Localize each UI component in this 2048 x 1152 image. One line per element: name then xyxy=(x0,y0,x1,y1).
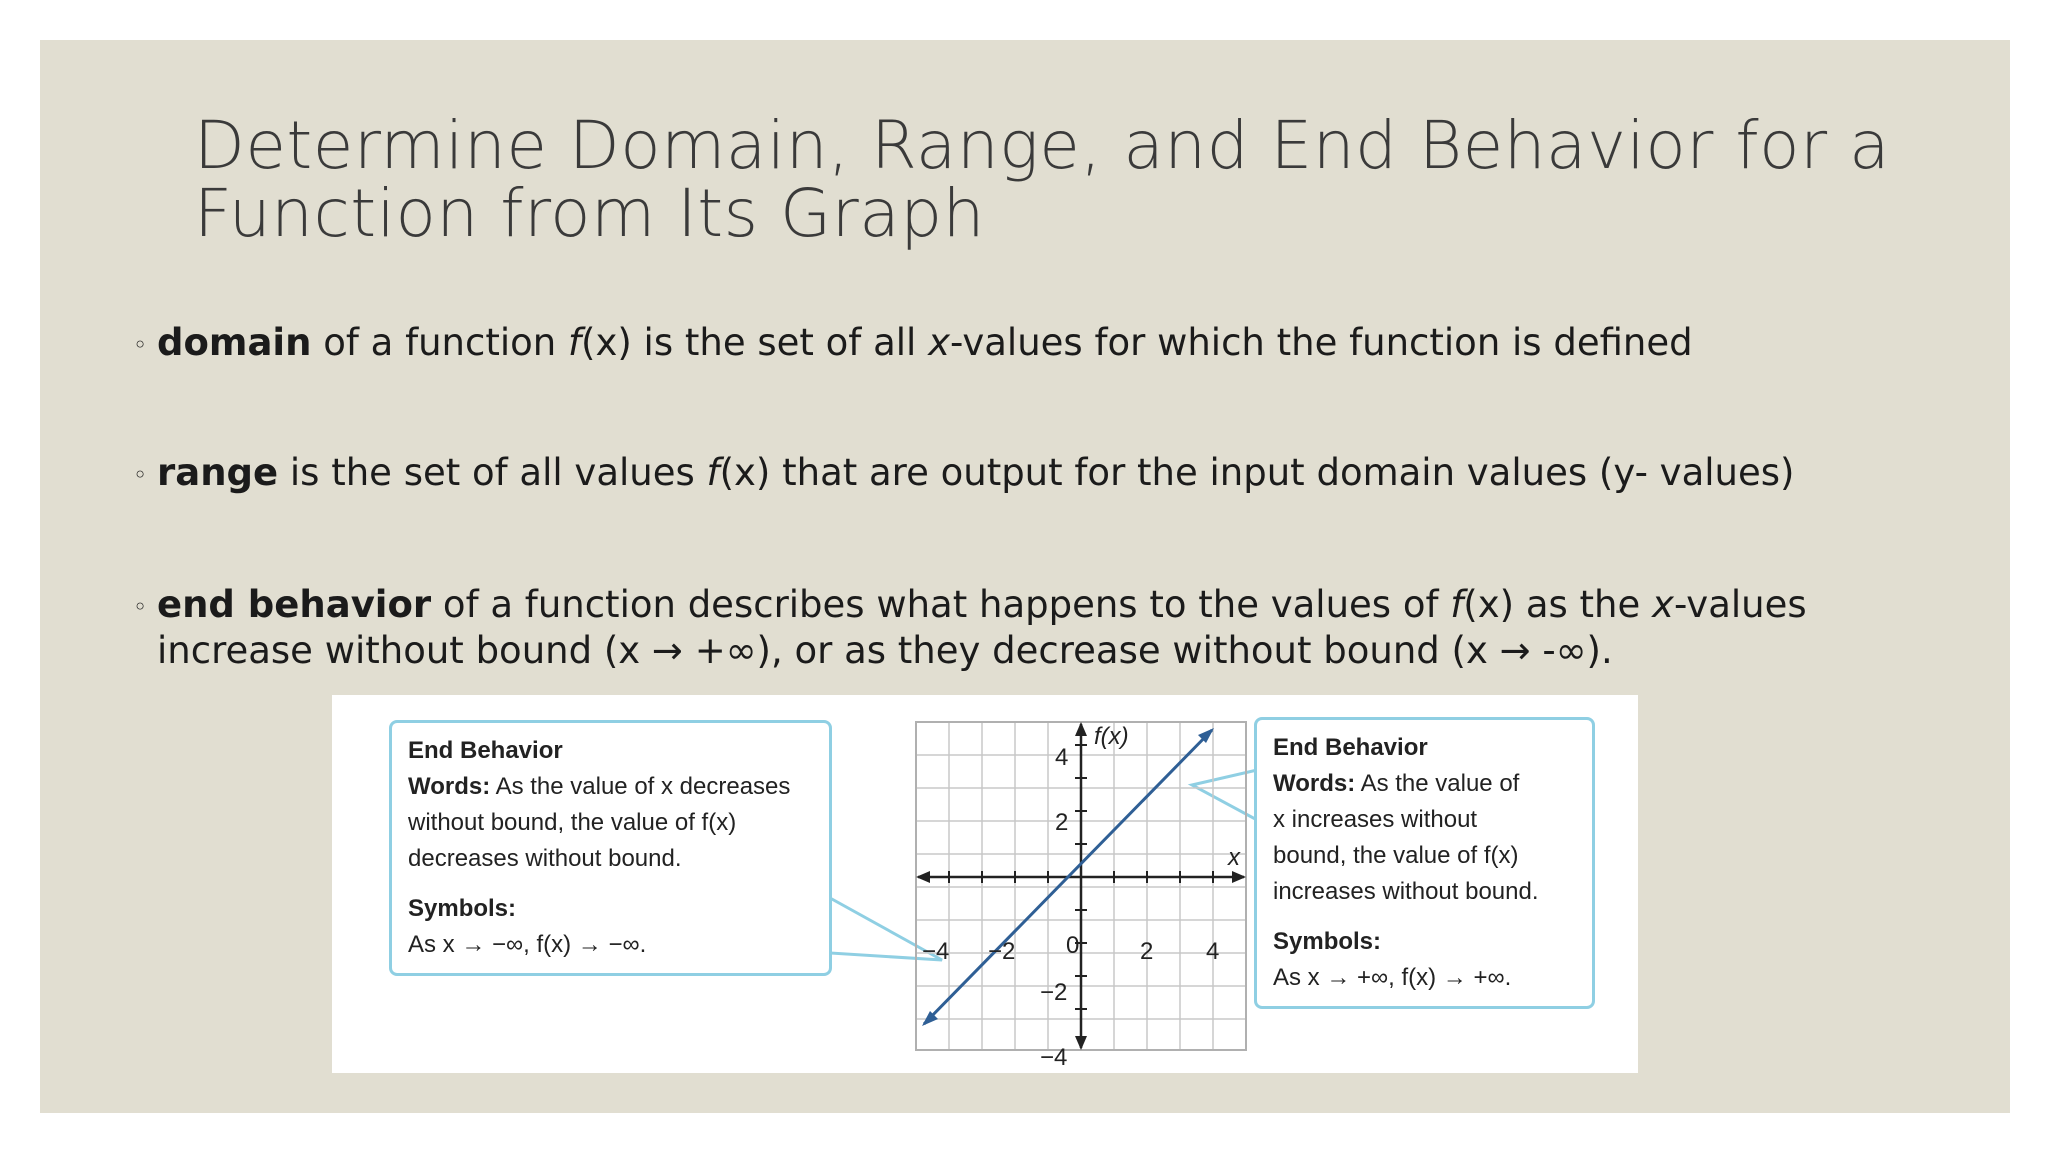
fx-italic: f xyxy=(706,451,720,494)
y-tick-label: −4 xyxy=(1040,1044,1068,1071)
box-text: As the value of xyxy=(1355,770,1520,797)
box-words-line xyxy=(1273,766,1576,802)
bullet-text: of a function describes what happens to the values of xyxy=(431,583,1451,626)
x-tick-label: 2 xyxy=(1140,938,1154,965)
y-tick-label: 4 xyxy=(1055,744,1069,771)
box-words-line: x increases without xyxy=(1273,806,1478,833)
x-italic: x xyxy=(928,321,950,364)
title-line-2: Function from Its Graph xyxy=(194,175,985,252)
bullet-marker: ◦ xyxy=(133,331,148,359)
box-symbols: As x → −∞, f(x) → −∞. xyxy=(408,931,647,958)
box-symbols: As x → +∞, f(x) → +∞. xyxy=(1273,964,1512,991)
y-axis-arrow-up xyxy=(1075,722,1087,736)
box-words-line: increases without bound. xyxy=(1273,878,1539,905)
y-tick-label: 2 xyxy=(1055,809,1069,836)
end-behavior-box-left xyxy=(389,720,832,976)
box-text: As the value of x decreases xyxy=(490,773,791,800)
x-tick-label: 0 xyxy=(1066,932,1080,959)
box-words-line: without bound, the value of f(x) xyxy=(408,809,737,836)
bullet-marker: ◦ xyxy=(133,593,148,621)
term-range: range xyxy=(157,451,279,494)
fx-italic: f xyxy=(1450,583,1464,626)
title-line-1: Determine Domain, Range, and End Behavior for a xyxy=(194,107,1891,184)
words-label: Words: xyxy=(1273,770,1356,797)
spacer xyxy=(408,877,813,891)
bullet-end-behavior xyxy=(133,582,1837,674)
bullet-text: -values xyxy=(1673,583,1807,626)
y-axis-label: f(x) xyxy=(1094,723,1129,750)
spacer xyxy=(1273,910,1576,924)
box-words-line: decreases without bound. xyxy=(408,845,682,872)
bullet-marker: ◦ xyxy=(133,461,148,489)
right-callout-pointer xyxy=(1192,770,1257,820)
term-end-behavior: end behavior xyxy=(157,583,432,626)
box-words-line: bound, the value of f(x) xyxy=(1273,842,1519,869)
bullet-text: that are output for the input domain values (y- values) xyxy=(770,451,1795,494)
x-axis-arrow-left xyxy=(916,871,930,883)
x-tick-label: −4 xyxy=(922,938,950,965)
x-axis-arrow-right xyxy=(1232,871,1246,883)
term-domain: domain xyxy=(157,321,312,364)
end-behavior-figure xyxy=(332,695,1638,1073)
symbols-label: Symbols: xyxy=(1273,928,1382,955)
bullet-text: (x) xyxy=(581,321,632,364)
box-heading: End Behavior xyxy=(408,737,563,764)
bullet-text: of a function xyxy=(311,321,568,364)
x-axis-label: x xyxy=(1228,844,1240,871)
y-tick-label: −2 xyxy=(1040,979,1068,1006)
box-words-line xyxy=(408,769,813,805)
x-tick-label: −2 xyxy=(988,938,1016,965)
bullet-line-2: increase without bound (x → +∞), or as they decrease without bound (x → -∞). xyxy=(157,629,1613,672)
bullet-text: -values for which the function is defined xyxy=(950,321,1693,364)
bullet-domain xyxy=(133,320,1837,366)
end-behavior-box-right xyxy=(1254,717,1595,1009)
x-italic: x xyxy=(1652,583,1674,626)
x-tick-label: 4 xyxy=(1206,938,1220,965)
bullet-text: as the xyxy=(1514,583,1653,626)
fx-italic: f xyxy=(567,321,582,364)
bullet-range xyxy=(133,450,1837,496)
symbols-label: Symbols: xyxy=(408,895,517,922)
bullet-text: (x) xyxy=(1463,583,1515,626)
words-label: Words: xyxy=(408,773,491,800)
slide-title xyxy=(194,107,1954,252)
bullet-text: (x) xyxy=(719,451,771,494)
y-axis-arrow-down xyxy=(1075,1036,1087,1050)
box-heading: End Behavior xyxy=(1273,734,1428,761)
bullet-text: is the set of all xyxy=(631,321,929,364)
bullet-text: is the set of all values xyxy=(278,451,707,494)
